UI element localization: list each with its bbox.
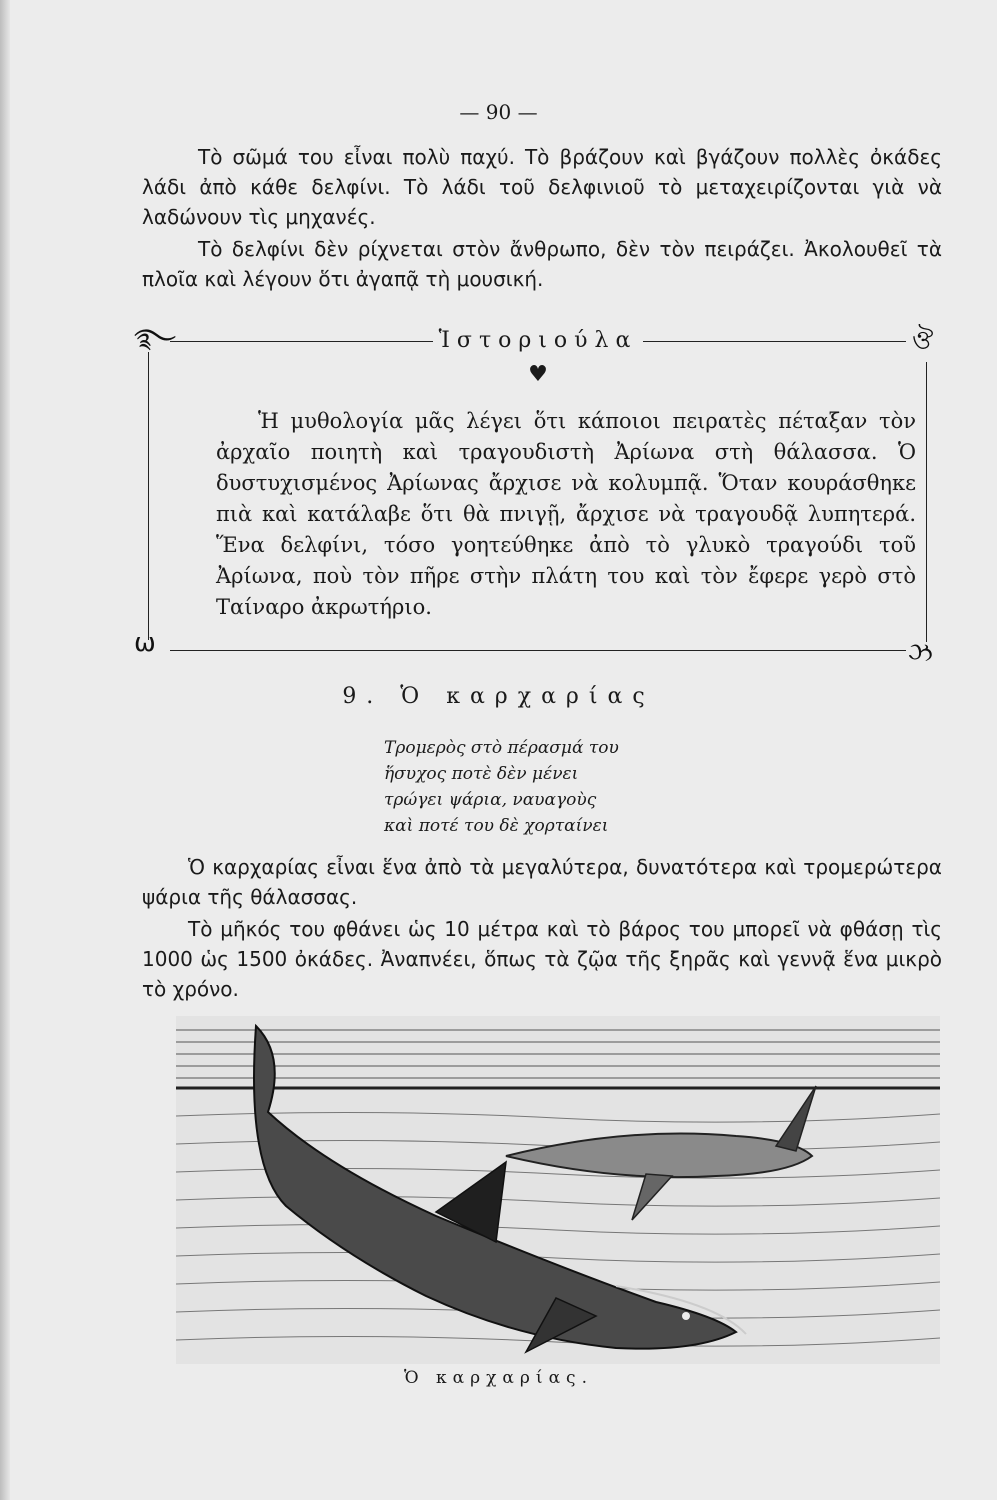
corner-ornament-top-right-icon: ঔ	[912, 326, 934, 356]
story-box-left-rule	[148, 352, 149, 640]
story-text: Ἡ μυθολογία μᾶς λέγει ὅτι κάποιοι πειρατὲς πέταξαν τὸν ἀρχαῖο ποιητὴ καὶ τραγουδιστὴ Ἀρίωνα στὴ θάλασσα. Ὁ δυστυχισμένος Ἀρίωνας ἄρχισε νὰ κολυμπᾷ. Ὅταν κουράσθηκε πιὰ καὶ κατάλαβε ὅτι θὰ πνιγῇ, ἄρχισε νὰ τραγουδᾷ λυπητερά. Ἕνα δελφίνι, τόσο γοητεύθηκε ἀπὸ τὸ γλυκὸ τραγούδι τοῦ Ἀρίωνα, ποὺ τὸν πῆρε στὴν πλάτη του καὶ τὸν ἔφερε γερὸ στὸ Ταίναρο ἀκρωτήριο.	[216, 409, 916, 619]
section-heading: 9. Ὁ καρχαρίας	[342, 684, 655, 709]
story-title: Ἱστοριούλα	[148, 328, 928, 353]
story-box-bottom-rule	[170, 650, 906, 651]
story-box	[134, 318, 934, 668]
poem	[384, 735, 619, 839]
intro-paragraph-1: Τὸ σῶμά του εἶναι πολὺ παχύ. Τὸ βράζουν καὶ βγάζουν πολλὲς ὀκάδες λάδι ἀπὸ κάθε δελφίνι. Τὸ λάδι τοῦ δελφινιοῦ τὸ μεταχειρίζονται γιὰ νὰ λαδώνουν τὶς μηχανές.	[142, 145, 942, 229]
illustration-caption: Ὁ καρχαρίας.	[404, 1368, 593, 1388]
story-box-right-rule	[926, 362, 927, 642]
poem-line: Τρομερὸς στὸ πέρασμά του	[384, 738, 619, 758]
shark-illustration	[176, 1016, 940, 1364]
shark-paragraph-2: Τὸ μῆκός του φθάνει ὡς 10 μέτρα καὶ τὸ βάρος του μπορεῖ νὰ φθάσῃ τὶς 1000 ὡς 1500 ὀκάδες. Ἀναπνέει, ὅπως τὰ ζῷα τῆς ξηρᾶς καὶ γεννᾷ ἕνα μικρὸ τὸ χρόνο.	[142, 917, 942, 1001]
poem-line: τρώγει ψάρια, ναυαγοὺς	[384, 790, 597, 810]
page-number: — 90 —	[459, 100, 538, 124]
intro-paragraph-2: Τὸ δελφίνι δὲν ρίχνεται στὸν ἄνθρωπο, δὲν τὸν πειράζει. Ἀκολουθεῖ τὰ πλοῖα καὶ λέγουν ὅτι ἀγαπᾷ τὴ μουσική.	[142, 237, 942, 291]
shark-paragraph-1: Ὁ καρχαρίας εἶναι ἕνα ἀπὸ τὰ μεγαλύτερα, δυνατότερα καὶ τρομερώτερα ψάρια τῆς θάλασσας.	[142, 855, 942, 909]
page-edge-shadow	[0, 0, 10, 1500]
poem-line: καὶ ποτέ του δὲ χορταίνει	[384, 816, 609, 836]
heart-icon: ♥	[528, 362, 548, 387]
poem-line: ἥσυχος ποτὲ δὲν μένει	[384, 764, 579, 784]
corner-ornament-top-left-icon: ࿐	[134, 324, 177, 354]
corner-ornament-bottom-left-icon: ω	[134, 628, 156, 658]
corner-ornament-bottom-right-icon: ઝ	[908, 638, 933, 668]
